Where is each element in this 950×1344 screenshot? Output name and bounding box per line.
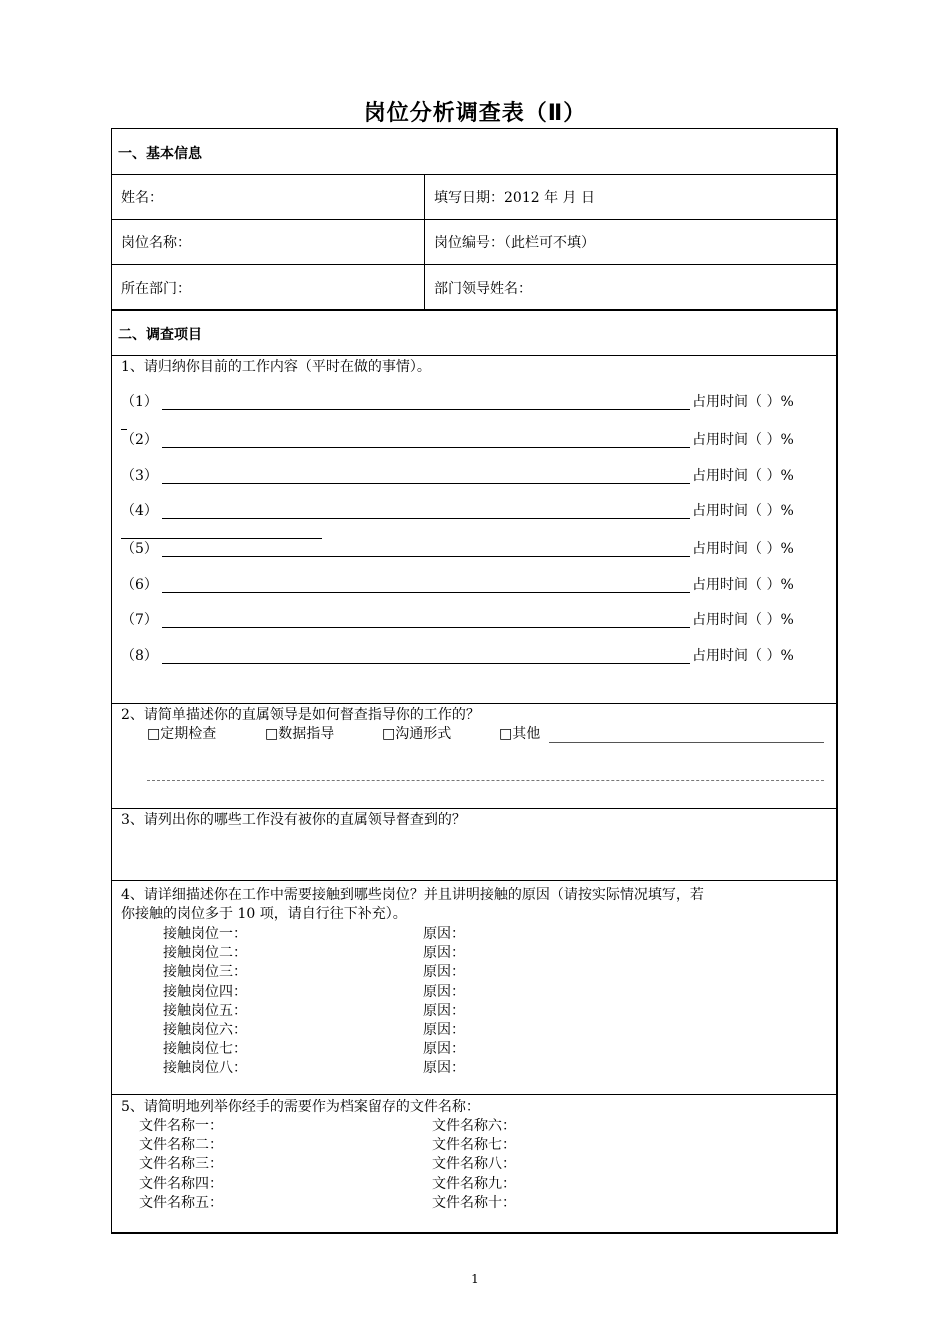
q4-contact-reason[interactable]: 原因： [423, 926, 465, 942]
q1-item-number: （7） [121, 612, 158, 628]
q4-prompt-line1: 4、请详细描述你在工作中需要接触到哪些岗位？并且讲明接触的原因（请按实际情况填写，若 [121, 887, 704, 903]
dept-leader-field[interactable]: 部门领导姓名： [434, 281, 532, 297]
q2-option-data-guidance[interactable]: □数据指导 [265, 726, 335, 742]
q1-time-share-field[interactable]: 占用时间（ ）% [692, 577, 794, 593]
q4-contact-reason[interactable]: 原因： [423, 1002, 465, 1019]
q5-file-name[interactable]: 文件名称十： [432, 1194, 516, 1211]
position-name-field[interactable]: 岗位名称： [121, 235, 191, 251]
q5-file-name[interactable]: 文件名称九： [432, 1175, 516, 1192]
q1-prompt: 1、请归纳你目前的工作内容（平时在做的事情）。 [121, 359, 431, 375]
q5-file-name[interactable]: 文件名称七： [432, 1137, 516, 1154]
fill-date-field[interactable]: 填写日期：2012 年 月 日 [434, 190, 595, 206]
q4-contact-position[interactable]: 接触岗位六： [163, 1022, 247, 1038]
divider [111, 219, 838, 220]
q4-contact-position[interactable]: 接触岗位八： [163, 1060, 247, 1077]
q1-item-number: （2） [121, 432, 158, 448]
q1-time-share-field[interactable]: 占用时间（ ）% [692, 432, 794, 448]
q2-option-regular-check[interactable]: □定期检查 [147, 726, 217, 742]
q2-other-line[interactable] [549, 742, 824, 743]
divider [111, 703, 838, 704]
page-number: 1 [471, 1272, 479, 1286]
q1-item-answer-line[interactable] [162, 627, 690, 628]
q4-contact-position[interactable]: 接触岗位一： [163, 926, 247, 942]
divider [111, 264, 838, 265]
q3-prompt: 3、请列出你的哪些工作没有被你的直属领导督查到的？ [121, 812, 466, 828]
divider [111, 355, 838, 356]
q1-item-number: （1） [121, 394, 158, 410]
q4-contact-reason[interactable]: 原因： [423, 964, 465, 981]
divider [111, 174, 838, 175]
q4-contact-reason[interactable]: 原因： [423, 983, 465, 1000]
column-divider [424, 174, 425, 309]
q1-time-share-field[interactable]: 占用时间（ ）% [692, 612, 794, 628]
divider [111, 808, 838, 809]
q4-contact-position[interactable]: 接触岗位三： [163, 964, 247, 981]
q2-option-other[interactable]: □其他 [499, 726, 541, 742]
q1-item-number: （5） [121, 541, 158, 557]
section-heading-survey-items: 二、调查项目 [118, 327, 202, 343]
name-field[interactable]: 姓名： [121, 190, 163, 206]
position-code-field[interactable]: 岗位编号：（此栏可不填） [434, 235, 595, 251]
q4-prompt-line2: 你接触的岗位多于 10 项，请自行往下补充）。 [121, 906, 407, 922]
q1-item-number: （3） [121, 468, 158, 484]
q5-file-name[interactable]: 文件名称五： [139, 1194, 223, 1211]
q1-item-answer-line[interactable] [162, 592, 690, 593]
q1-item-answer-line[interactable] [162, 556, 690, 557]
q1-item-answer-line[interactable] [162, 518, 690, 519]
section-heading-basic-info: 一、基本信息 [118, 146, 202, 162]
q4-contact-reason[interactable]: 原因： [423, 945, 465, 962]
q5-file-name[interactable]: 文件名称二： [139, 1137, 223, 1154]
stray-underline [121, 538, 322, 539]
q5-file-name[interactable]: 文件名称四： [139, 1175, 223, 1192]
q1-time-share-field[interactable]: 占用时间（ ）% [692, 394, 794, 410]
q4-contact-reason[interactable]: 原因： [423, 1022, 465, 1038]
page-title: 岗位分析调查表（Ⅱ） [363, 101, 587, 126]
divider [111, 309, 838, 311]
q4-contact-position[interactable]: 接触岗位五： [163, 1002, 247, 1019]
q1-item-number: （4） [121, 503, 158, 519]
q1-item-number: （6） [121, 577, 158, 593]
divider [111, 1094, 838, 1095]
q5-file-name[interactable]: 文件名称一： [139, 1118, 223, 1134]
q2-prompt: 2、请简单描述你的直属领导是如何督查指导你的工作的？ [121, 707, 480, 723]
q1-item-answer-line[interactable] [162, 483, 690, 484]
q1-time-share-field[interactable]: 占用时间（ ）% [692, 468, 794, 484]
q1-time-share-field[interactable]: 占用时间（ ）% [692, 648, 794, 664]
q5-prompt: 5、请简明地列举你经手的需要作为档案留存的文件名称： [121, 1099, 480, 1115]
q5-file-name[interactable]: 文件名称六： [432, 1118, 516, 1134]
q4-contact-position[interactable]: 接触岗位二： [163, 945, 247, 962]
q1-item-answer-line[interactable] [162, 663, 690, 664]
q4-contact-reason[interactable]: 原因： [423, 1041, 465, 1058]
q1-item-answer-line[interactable] [162, 447, 690, 448]
department-field[interactable]: 所在部门： [121, 281, 191, 297]
q2-option-communication[interactable]: □沟通形式 [382, 726, 452, 742]
q5-file-name[interactable]: 文件名称三： [139, 1156, 223, 1173]
q1-time-share-field[interactable]: 占用时间（ ）% [692, 503, 794, 519]
q2-answer-line[interactable] [147, 780, 824, 781]
divider [111, 880, 838, 881]
q4-contact-position[interactable]: 接触岗位七： [163, 1041, 247, 1058]
q1-time-share-field[interactable]: 占用时间（ ）% [692, 541, 794, 557]
q4-contact-position[interactable]: 接触岗位四： [163, 983, 247, 1000]
stray-underline [121, 429, 127, 430]
q1-item-answer-line[interactable] [162, 409, 690, 410]
q4-contact-reason[interactable]: 原因： [423, 1060, 465, 1077]
q1-item-number: （8） [121, 648, 158, 664]
q5-file-name[interactable]: 文件名称八： [432, 1156, 516, 1173]
